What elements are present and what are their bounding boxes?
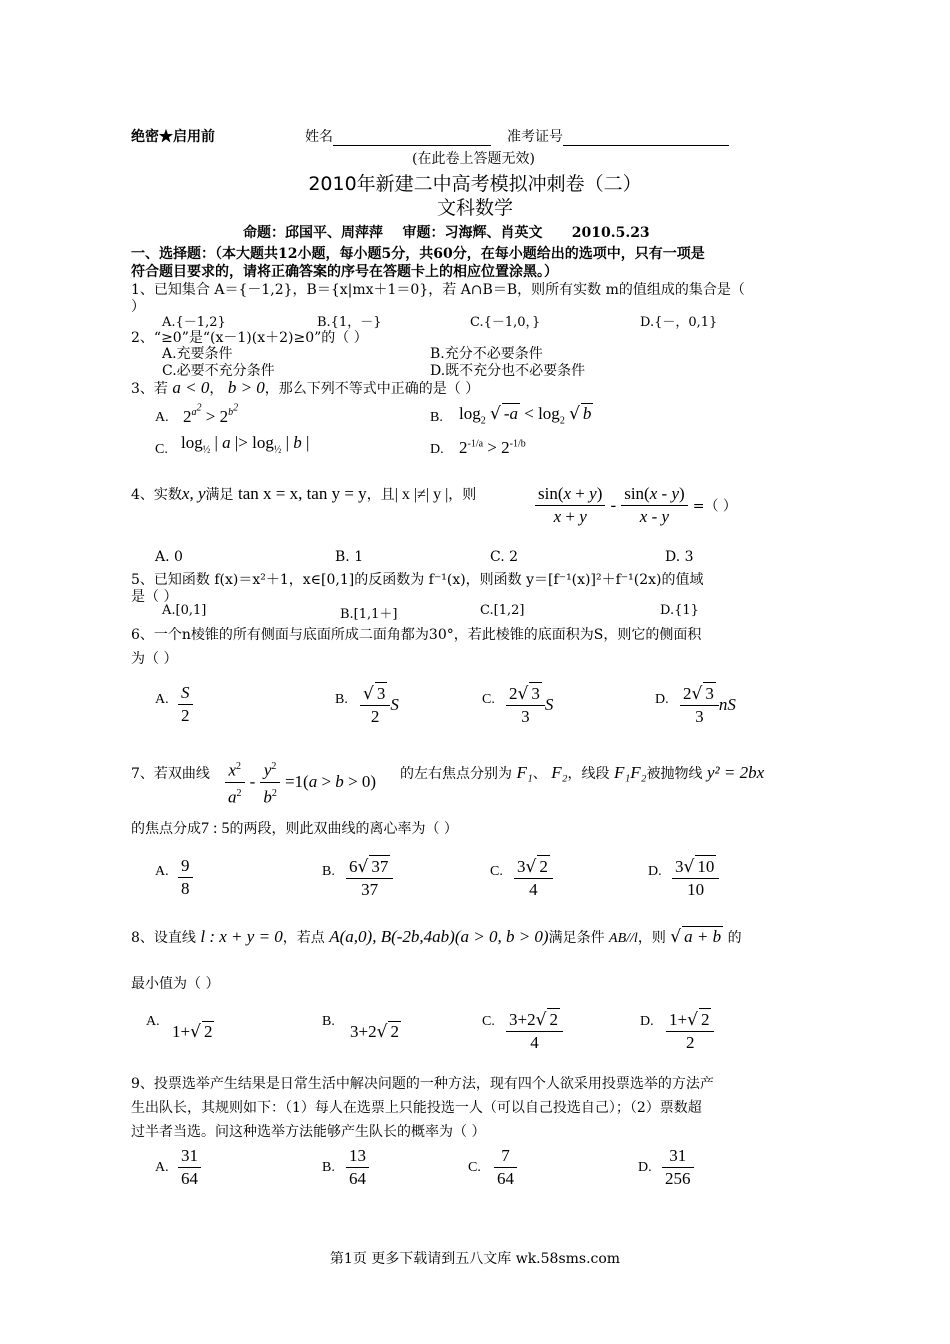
q9-option-b-expr [346,1145,369,1190]
q8-line: l : x + y = 0 [200,927,283,946]
q3-option-d-label: D. [430,442,444,457]
q7-option-c-label: C. [490,864,503,879]
q9-option-d-expr [662,1145,694,1190]
q8-mid2: 满足条件 [548,930,605,946]
q7-line2-post: 的两段，则此双曲线的离心率为（ ） [229,821,458,837]
q7-option-b-label: B. [322,864,335,879]
q9-option-c-label: C. [468,1160,481,1175]
q7-hyperbola: $\frac{x^2}{a^2}$ - $\frac{y^2}{b^2}$ =1(a > b > 0) [225,756,376,808]
header-note: (在此卷上答题无效) [412,151,535,167]
q9-a-den: 64 [181,1169,198,1188]
q4-tail: =（ ） [692,498,737,515]
q8-cond: AB//l [609,931,638,946]
q6-option-b-label: B. [335,692,348,707]
q9-option-a-expr [178,1145,201,1190]
q7-option-a-label: A. [155,864,169,879]
q7-stem-cont [131,818,458,838]
name-label [305,126,491,146]
q5-option-d: D.{1} [660,603,699,618]
q4-frac-1: $\frac{\sin(x + y)}{x + y}$ [535,483,605,528]
q9-stem-line3: 过半者当选。问这种选举方法能够产生队长的概率为（ ） [131,1124,486,1140]
q9-b-num: 13 [346,1145,369,1168]
q2-stem: 2、“≥0”是“(x－1)(x＋2)≥0”的（ ） [131,330,368,346]
name-label-text: 姓名 [305,129,333,145]
q9-stem-line1: 9、投票选举产生结果是日常生活中解决问题的一种方法，现有四个人欲采用投票选举的方法产 [131,1076,714,1092]
section-heading-line2: 符合题目要求的，请将正确答案的序号在答题卡上的相应位置涂黑。） [131,264,558,280]
q3-option-c-label: C. [155,442,168,457]
q9-b-den: 64 [349,1169,366,1188]
q8-option-d-expr: $\frac{1+√ 2}{2}$ [666,1008,714,1054]
q2-option-c: C.必要不充分条件 [162,363,275,379]
q4-eq: tan x = x, tan y = y [237,484,367,503]
q9-a-num: 31 [178,1145,201,1168]
q4-mid: 满足 [205,487,234,503]
q2-option-b: B.充分不必要条件 [430,346,543,362]
q5-stem-cont: 是（ ） [131,589,178,605]
q7-option-d-expr: $\frac{3√ 10}{10}$ [672,855,719,901]
q3-option-c-expr: $\log_{\frac{1}{2}}$ | a |> $\log_{\frac{1}{2}}$ | b | [181,433,310,456]
q4-option-b: B. 1 [335,549,364,565]
q9-option-a-label: A. [155,1160,169,1175]
page-footer: 第1页 更多下载请到五八文库 wk.58sms.com [329,1251,621,1267]
q8-option-d-label: D. [640,1014,654,1029]
name-field[interactable] [333,129,491,146]
q7-f2: F₂ [551,763,568,782]
q4-mid3: ，则 [448,487,477,503]
q3-option-b-expr: $\log_2$ √ $-a < \log_2$ √ b [459,404,592,427]
q6-stem: 6、一个n棱锥的所有侧面与底面所成二面角都为30°，若此棱锥的底面积为S，则它的侧面积 [131,627,702,643]
section-heading-line1: 一、选择题：（本大题共12小题，每小题5分，共60分，在每小题给出的选项中，只有一项是 [131,246,705,262]
q8-mid: ，若点 [282,930,325,946]
q4-cond: | x |≠| y | [394,486,449,503]
q5-option-b: B.[1,1＋] [340,607,398,622]
q5-option-c: C.[1,2] [480,603,525,618]
q1-option-d: D.{－，0,1} [640,315,718,330]
q3-pre: 3、若 [131,381,168,397]
q7-mid3: 被抛物线 [646,766,703,782]
q7-option-a-expr: $\frac{9}{8}$ [178,855,193,900]
q6-stem-cont: 为（ ） [131,651,178,667]
q3-stem [131,378,479,398]
q4-pre: 4、实数 [131,487,182,503]
q6-option-d-expr: $\frac{2√ 3}{3}$ nS [680,682,736,728]
q7-f1f2: F₁F₂ [613,763,647,782]
q3-post: ，那么下列不等式中正确的是（ ） [264,381,480,397]
q6-option-b-expr: $\frac{√ 3}{2}$ S [360,682,399,728]
q3-sep: ， [209,381,224,397]
q6-option-d-label: D. [655,692,669,707]
q3-option-d-expr: $2^{-1/a} > 2^{-1/b}$ [459,438,526,457]
q8-option-b-expr: 3+2√ 2 [350,1022,399,1042]
q1-stem-cont: ） [131,299,145,315]
q2-option-d: D.既不充分也不必要条件 [430,363,586,379]
q3-option-a-label: A. [155,410,169,425]
ticket-label-text: 准考证号 [507,129,563,145]
q8-option-c-label: C. [482,1014,495,1029]
q7-option-d-label: D. [648,864,662,879]
q8-points: A(a,0), B(-2b,4ab)(a > 0, b > 0) [329,927,549,946]
q4-option-c: C. 2 [490,549,519,565]
authors-line: 命题：邱国平、周萍萍 审题：习海辉、肖英文 2010.5.23 [243,225,650,241]
q3-option-b-label: B. [430,410,443,425]
q6-option-c-label: C. [482,692,495,707]
q9-option-d-label: D. [638,1160,652,1175]
ticket-field[interactable] [563,129,729,146]
q6-option-a-expr: $\frac{S}{2}$ [178,682,193,727]
q4-frac-2: $\frac{\sin(x - y)}{x - y}$ [621,483,687,528]
q8-pre: 8、设直线 [131,930,196,946]
q7-f1: F₁ [516,763,533,782]
q4-vars: x, y [181,484,206,503]
q3-cond2: b > 0 [227,378,265,397]
q7-option-c-expr: $\frac{3√ 2}{4}$ [514,855,553,901]
q7-stem [400,763,764,783]
q4-stem [131,484,476,504]
q7-option-b-expr: $\frac{6√ 37}{37}$ [346,855,393,901]
q9-c-num: 7 [494,1145,517,1168]
q9-c-den: 64 [497,1169,514,1188]
q6-option-a-label: A. [155,692,169,707]
q9-option-b-label: B. [322,1160,335,1175]
q9-d-num: 31 [662,1145,694,1168]
q7-sep: 、 [532,766,547,782]
q9-d-den: 256 [665,1169,691,1188]
q4-mid2: ，且 [366,487,395,503]
q1-option-b: B.{1，－} [317,315,382,330]
page-title: 2010年新建二中高考模拟冲刺卷（二） [308,173,642,195]
q6-option-c-expr: $\frac{2√ 3}{3}$ S [506,682,553,728]
q3-cond1: a < 0 [172,378,210,397]
q4-option-a: A. 0 [155,549,183,565]
q5-stem: 5、已知函数 f(x)＝x²＋1，x∈[0,1]的反函数为 f⁻¹(x)，则函数 y＝[f⁻¹(x)]²＋f⁻¹(2x)的值域 [131,572,704,588]
q7-pre: 7、若双曲线 [131,766,210,782]
q4-option-d: D. 3 [665,549,694,565]
page-subtitle: 文科数学 [436,197,513,219]
q3-option-a-expr: $2^{a^2} > 2^{b^2}$ [183,403,239,426]
q8-tail: 的 [727,930,742,946]
q9-option-c-expr [494,1145,517,1190]
q7-mid2: ，线段 [567,766,610,782]
q8-option-c-expr: $\frac{3+2√ 2}{4}$ [506,1008,563,1054]
q7-parabola: y² = 2bx [707,763,765,782]
q9-stem-line2: 生出队长，其规则如下：（1）每人在选票上只能投选一人（可以自己投选自己）；（2）票数超 [131,1100,702,1116]
q8-stem: 8、设直线 l : x + y = 0，若点 A(a,0), B(-2b,4ab)(a > 0, b > 0)满足条件 AB//l，则 √ a + b 的 [131,927,742,947]
q8-option-a-label: A. [146,1014,160,1029]
q1-option-a: A.{－1,2} [162,315,226,330]
q5-option-a: A.[0,1] [162,603,207,618]
ticket-label [507,126,729,146]
q1-option-c: C.{－1,0，} [470,315,541,330]
q7-line2-pre: 的焦点分成 [131,821,201,837]
q4-expression: $\frac{\sin(x + y)}{x + y}$ - $\frac{\sin(x - y)}{x - y}$ =（ ） [535,483,737,528]
q8-stem-cont: 最小值为（ ） [131,976,220,992]
q8-mid3: ，则 [637,930,666,946]
q7-ratio: 7 : 5 [201,820,230,837]
secret-mark: 绝密★启用前 [131,129,215,145]
q2-option-a: A.充要条件 [162,346,233,362]
q7-mid: 的左右焦点分别为 [400,766,512,782]
q1-stem: 1、已知集合 A＝{－1,2}，B＝{x|mx＋1＝0}，若 A∩B＝B，则所有实数 m的值组成的集合是（ [131,282,745,298]
q8-option-a-expr: 1+√ 2 [172,1022,213,1042]
q8-option-b-label: B. [322,1014,335,1029]
